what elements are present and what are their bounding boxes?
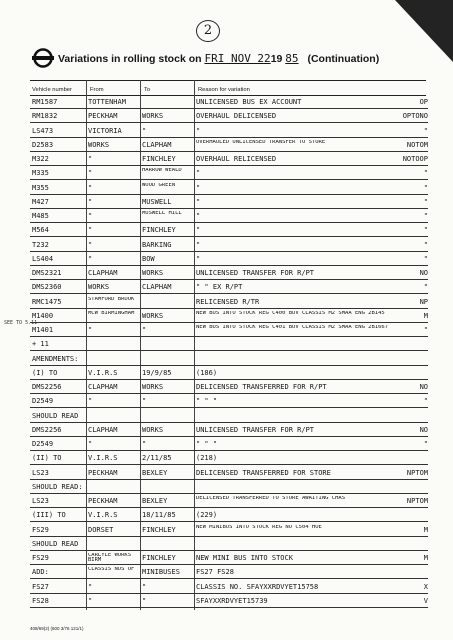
code-mark: NO <box>419 269 428 277</box>
table-row <box>30 196 428 209</box>
code-mark: " <box>423 397 428 406</box>
vehicle-number: DMS2360 <box>32 283 62 292</box>
code-mark: " <box>423 226 428 235</box>
code-mark: " <box>423 197 428 206</box>
vehicle-number: M355 <box>32 183 49 192</box>
reason-text: RELICENSED R/TR <box>196 297 260 306</box>
code-mark: NO <box>419 425 428 434</box>
table-row <box>30 96 428 109</box>
table-row <box>30 253 428 266</box>
vehicle-number: AMENDMENTS: <box>32 354 79 363</box>
reason-text: (186) <box>196 368 218 377</box>
vehicle-number: LS23 <box>32 497 49 505</box>
to-location: WORKS <box>142 425 164 434</box>
table-row <box>30 153 428 166</box>
to-location: MUSWELL HILL <box>142 211 182 216</box>
to-location: " <box>142 582 147 591</box>
code-mark: V <box>423 596 428 605</box>
table-row <box>30 338 428 351</box>
code-mark: X <box>423 582 428 591</box>
date-handwritten: FRI NOV 22 <box>204 52 271 65</box>
to-location: BARKING <box>142 240 172 249</box>
from-location: " <box>88 254 93 263</box>
vehicle-number: LS473 <box>32 126 54 135</box>
vehicle-number: RMC1475 <box>32 297 62 306</box>
reason-text: CLASSIS NO. SFAYXXRDVYET15758 <box>196 582 319 591</box>
from-location: PECKHAM <box>88 112 118 121</box>
to-location: MINIBUSES <box>142 568 180 577</box>
table-row <box>30 581 428 594</box>
table-row <box>30 210 428 223</box>
reason-text: OVERHAUL RELICENSED <box>196 155 277 163</box>
table-row <box>30 324 428 337</box>
code-mark: NO <box>419 383 428 391</box>
vehicle-number: T232 <box>32 240 49 249</box>
reason-text: " " " <box>196 440 218 448</box>
from-location: CLASSIS NOS OF <box>88 567 135 573</box>
to-location: BOW <box>142 254 155 263</box>
vehicle-number: D2583 <box>32 140 54 149</box>
col-reason: Reason for variation <box>198 87 250 93</box>
vehicle-number: SHOULD READ <box>32 539 79 548</box>
table-row <box>30 452 428 465</box>
reason-text: " <box>196 240 201 249</box>
vehicle-number: (III) TO <box>32 511 66 520</box>
from-location: CARLYLE WORKS BIRM <box>88 553 132 563</box>
to-location: WORKS <box>142 112 164 121</box>
table-row <box>30 467 428 480</box>
code-mark: OP <box>419 98 428 106</box>
vehicle-number: FS28 <box>32 596 49 605</box>
table-row <box>30 353 428 366</box>
reason-text: DELICENSED TRANSFERRED FOR R/PT <box>196 383 327 391</box>
vehicle-number: DMS2256 <box>32 425 62 434</box>
vehicle-number: DMS2321 <box>32 269 62 277</box>
table-row <box>30 139 428 152</box>
to-location: " <box>142 126 147 135</box>
from-location: " <box>88 169 93 178</box>
reason-text: " <box>196 126 201 135</box>
table-row <box>30 224 428 237</box>
from-location: VICTORIA <box>88 126 122 135</box>
vehicle-number: M485 <box>32 212 49 220</box>
to-location: " <box>142 440 147 448</box>
from-location: WORKS <box>88 283 110 292</box>
vehicle-number: D2549 <box>32 440 54 448</box>
to-location: 18/11/85 <box>142 511 176 520</box>
from-location: CLAPHAM <box>88 269 118 277</box>
reason-text: (218) <box>196 454 218 463</box>
reason-text: " <box>196 212 201 220</box>
to-location: HARROW WEALD <box>142 168 182 174</box>
from-location: " <box>88 226 93 235</box>
reason-text: OVERHAULED UNLICENSED TRANSFER TO STORE <box>196 139 326 145</box>
reason-text: NEW BUS INTO STOCK REG C400 BUV CLASSIS M2 SMAA ENG 2B145 <box>196 310 385 316</box>
code-mark: " <box>423 169 428 178</box>
vehicle-number: LS404 <box>32 254 54 263</box>
reason-text: UNLICENSED TRANSFER FOR R/PT <box>196 425 315 434</box>
page-number: 2 <box>196 20 220 42</box>
year-handwritten: 85 <box>285 52 299 65</box>
from-location: STAMFORD BROOK <box>88 296 135 302</box>
table-row <box>30 310 428 323</box>
code-mark: NP <box>419 297 428 306</box>
code-mark: " <box>423 254 428 263</box>
to-location: WORKS <box>142 383 164 391</box>
table-row <box>30 410 428 423</box>
table-row <box>30 524 428 537</box>
reason-text: UNLICENSED TRANSFER FOR R/PT <box>196 269 315 277</box>
vehicle-number: DMS2256 <box>32 383 62 391</box>
from-location: " <box>88 212 93 220</box>
reason-text: " <box>196 197 201 206</box>
to-location: FINCHLEY <box>142 525 176 534</box>
from-location: TOTTENHAM <box>88 98 126 106</box>
margin-note: SEE TO 5.11 <box>4 320 38 326</box>
form-title: Variations in rolling stock on FRI NOV 2219 85 (Continuation) <box>58 52 380 65</box>
from-location: " <box>88 596 93 605</box>
from-location: V.I.R.S <box>88 368 118 377</box>
vehicle-number: RM1587 <box>32 98 58 106</box>
code-mark: " <box>423 326 428 334</box>
to-location: FINCHLEY <box>142 226 176 235</box>
vehicle-number: ADD: <box>32 568 49 577</box>
vehicle-number: (II) TO <box>32 454 62 463</box>
code-mark: M <box>423 554 428 562</box>
reason-text: NEW BUS INTO STOCK REG C401 BUV CLASSIS M2 SMAA ENG 2B1667 <box>196 325 389 330</box>
reason-text: (229) <box>196 511 218 520</box>
table-row <box>30 552 428 565</box>
from-location: " <box>88 440 93 448</box>
code-mark: NOTOM <box>406 140 428 149</box>
table-row <box>30 381 428 394</box>
code-mark: NPTOM <box>406 497 428 505</box>
from-location: CLAPHAM <box>88 425 118 434</box>
scan-corner <box>395 0 453 62</box>
code-mark: " <box>423 283 428 292</box>
to-location: 2/11/85 <box>142 454 172 463</box>
from-location: PECKHAM <box>88 497 118 505</box>
reason-text: NEW MINI BUS INTO STOCK <box>196 554 293 562</box>
table-row <box>30 367 428 380</box>
from-location: " <box>88 582 93 591</box>
roundel-logo-icon <box>32 47 54 69</box>
reason-text: SFAYXXRDVYET15739 <box>196 596 268 605</box>
from-location: " <box>88 326 93 334</box>
to-location: " <box>142 596 147 605</box>
vehicle-number: M564 <box>32 226 49 235</box>
table-row <box>30 110 428 123</box>
to-location: FINCHLEY <box>142 554 176 562</box>
to-location: CLAPHAM <box>142 283 172 292</box>
from-location: MCW BIRMINGHAM <box>88 310 135 316</box>
reason-text: FS27 FS28 <box>196 568 234 577</box>
from-location: " <box>88 183 93 192</box>
code-mark: M <box>423 311 428 320</box>
reason-text: " <box>196 254 201 263</box>
table-row <box>30 495 428 508</box>
reason-text: UNLICENSED BUS EX ACCOUNT <box>196 98 302 106</box>
code-mark: " <box>423 440 428 448</box>
table-row <box>30 267 428 280</box>
to-location: " <box>142 397 147 406</box>
vehicle-number: FS29 <box>32 554 49 562</box>
from-location: PECKHAM <box>88 468 118 477</box>
col-vehicle: Vehicle number <box>32 87 72 93</box>
table-row <box>30 395 428 408</box>
reason-text: DELICENSED TRANSFERRED FOR STORE <box>196 468 331 477</box>
code-mark: " <box>423 240 428 249</box>
vehicle-number: FS27 <box>32 582 49 591</box>
col-from: From <box>90 87 104 93</box>
to-location: " <box>142 326 147 334</box>
to-location: BEXLEY <box>142 497 168 505</box>
reason-text: " " " <box>196 397 218 406</box>
code-mark: NOTOOP <box>402 155 428 163</box>
vehicle-number: + 11 <box>32 340 49 349</box>
from-location: " <box>88 240 93 249</box>
vehicle-number: FS29 <box>32 525 49 534</box>
to-location: WORKS <box>142 269 164 277</box>
vehicle-number: M335 <box>32 169 49 178</box>
from-location: V.I.R.S <box>88 511 118 520</box>
code-mark: " <box>423 126 428 135</box>
from-location: WORKS <box>88 140 110 149</box>
vehicle-number: M1400 <box>32 311 54 320</box>
from-location: " <box>88 155 93 163</box>
code-mark: " <box>423 183 428 192</box>
from-location: V.I.R.S <box>88 454 118 463</box>
reason-text: " <box>196 226 201 235</box>
reason-text: DELICENSED TRANSFERRED TO STORE AWAITING CHAS <box>196 496 346 501</box>
table-row <box>30 509 428 522</box>
code-mark: M <box>423 525 428 534</box>
to-location: WOOD GREEN <box>142 182 176 188</box>
table-row <box>30 566 428 579</box>
from-location: " <box>88 197 93 206</box>
table-row <box>30 239 428 252</box>
table-row <box>30 481 428 494</box>
vehicle-number: M322 <box>32 155 49 163</box>
vehicle-number: SHOULD READ <box>32 411 79 420</box>
table-row <box>30 167 428 180</box>
table-row <box>30 296 428 309</box>
vehicle-number: M1401 <box>32 326 54 334</box>
form-reference: 408/69(2) (600 3/76 121/1) <box>30 626 84 631</box>
to-location: WORKS <box>142 311 164 320</box>
to-location: FINCHLEY <box>142 155 176 163</box>
to-location: CLAPHAM <box>142 140 172 149</box>
from-location: " <box>88 397 93 406</box>
rule-top <box>30 80 426 81</box>
to-location: MUSWELL <box>142 197 172 206</box>
table-row <box>30 182 428 195</box>
table-row <box>30 281 428 294</box>
code-mark: " <box>423 212 428 220</box>
col-to: To <box>144 87 151 93</box>
reason-text: OVERHAUL DELICENSED <box>196 112 277 121</box>
reason-text: " <box>196 169 201 178</box>
reason-text: " <box>196 183 201 192</box>
table-row <box>30 538 428 551</box>
reason-text: " " EX R/PT <box>196 283 243 292</box>
vehicle-number: M427 <box>32 197 49 206</box>
reason-text: NEW MINIBUS INTO STOCK REG NO C504 HOE <box>196 524 322 530</box>
from-location: CLAPHAM <box>88 383 118 391</box>
table-row <box>30 595 428 608</box>
to-location: 19/9/85 <box>142 368 172 377</box>
table-row <box>30 424 428 437</box>
table-row <box>30 125 428 138</box>
continuation-label: (Continuation) <box>307 53 380 65</box>
vehicle-number: SHOULD READ: <box>32 482 83 491</box>
table-row <box>30 438 428 451</box>
vehicle-number: LS23 <box>32 468 49 477</box>
from-location: DORSET <box>88 525 114 534</box>
vehicle-number: (I) TO <box>32 368 58 377</box>
to-location: BEXLEY <box>142 468 168 477</box>
code-mark: NPTOM <box>406 468 428 477</box>
code-mark: OPTONO <box>402 112 428 121</box>
vehicle-number: D2549 <box>32 397 54 406</box>
vehicle-number: RM1832 <box>32 112 58 121</box>
